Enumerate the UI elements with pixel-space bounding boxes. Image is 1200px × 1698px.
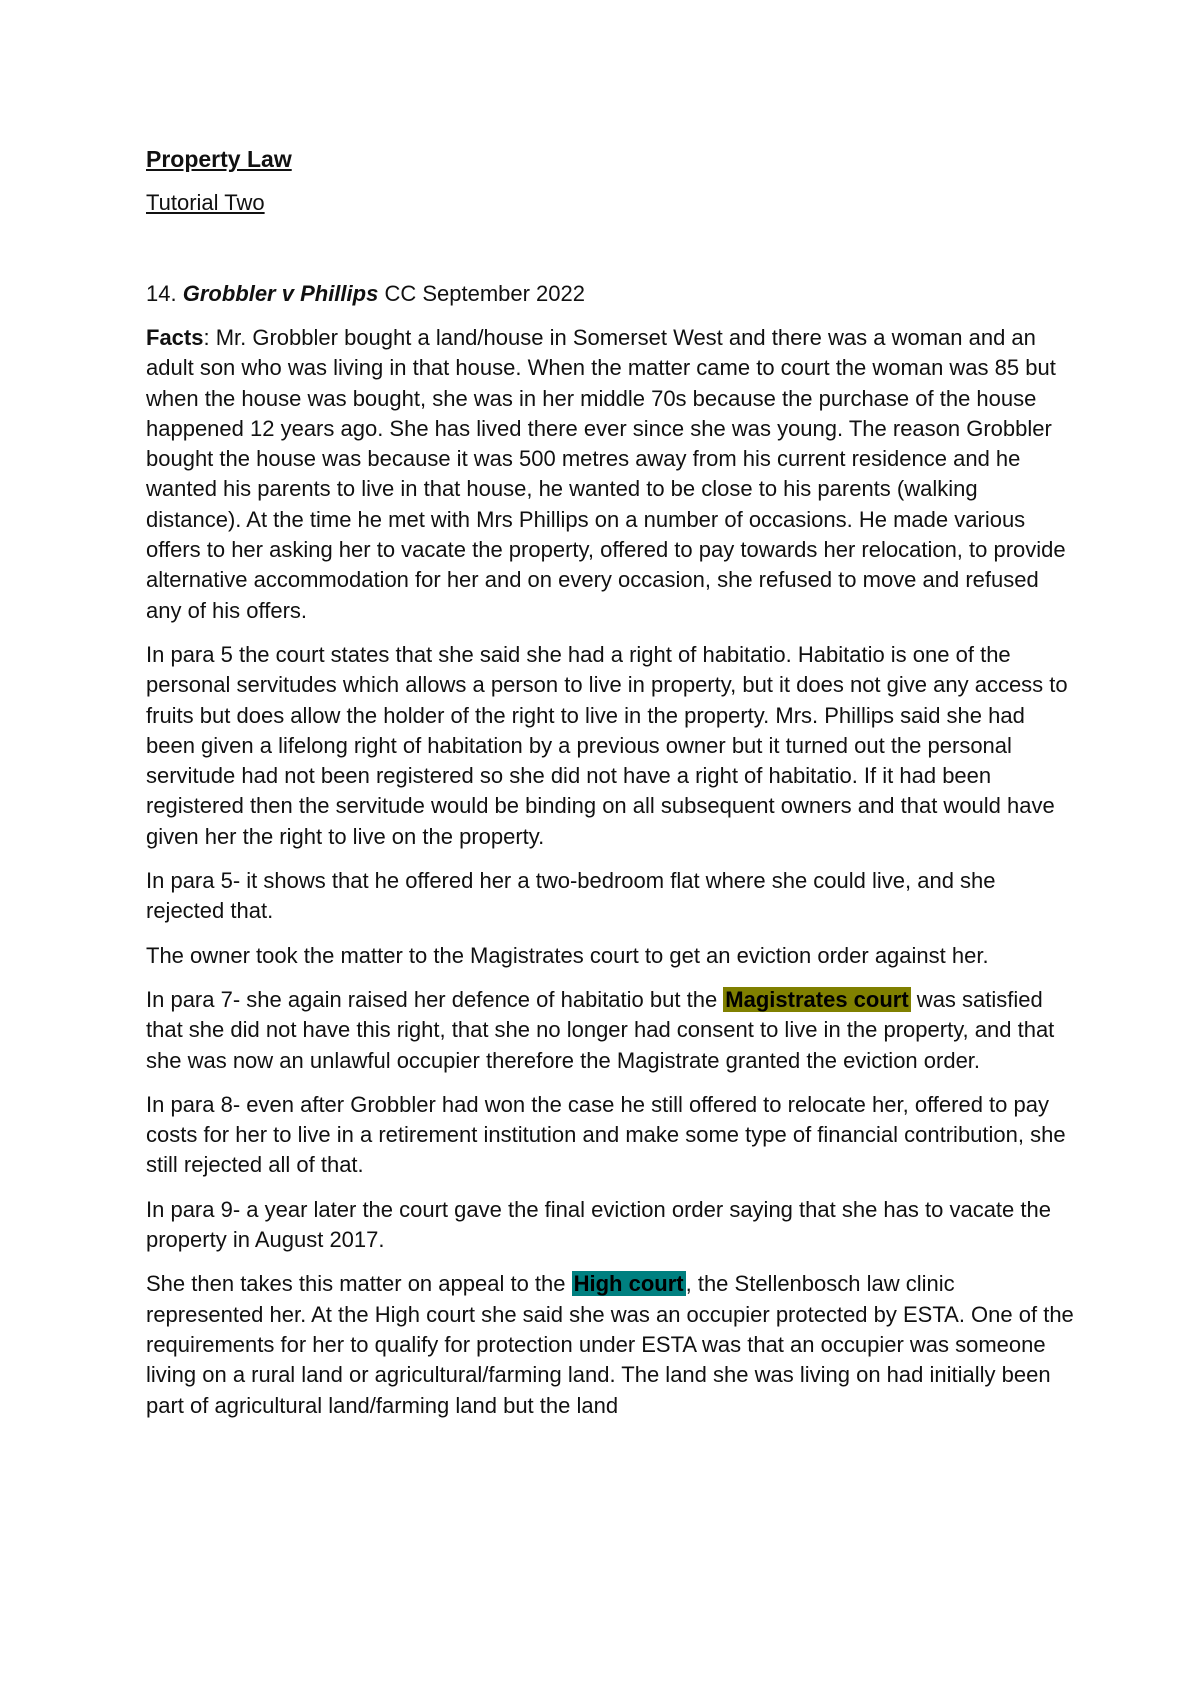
case-court-date: CC September 2022 xyxy=(384,281,585,306)
facts-text: : Mr. Grobbler bought a land/house in Somerset West and there was a woman and an adult son who was living in that house. When the matter came to court the woman was 85 but when the house was bought, she was in her middle 70s because the purchase of the house happened 12 years ago. She has lived there ever since she was young. The reason Grobbler bought the house was because it was 500 metres away from his current residence and he wanted his parents to live in that house, he wanted to be close to his parents (walking distance). At the time he met with Mrs Phillips on a number of occasions. He made various offers to her asking her to vacate the property, offered to pay towards her relocation, to provide alternative accommodation for her and on every occasion, she refused to move and refused any of his offers. xyxy=(146,325,1066,623)
paragraph-para-8: In para 8- even after Grobbler had won the case he still offered to relocate her, offered to pay costs for her to live in a retirement institution and make some type of financial contribution, she still rejected all of that. xyxy=(146,1091,1066,1178)
case-name: Grobbler v Phillips xyxy=(182,281,379,306)
document-subtitle: Tutorial Two xyxy=(146,190,265,215)
case-number: 14. xyxy=(146,281,177,306)
case-heading xyxy=(146,279,1076,309)
paragraph-para-7 xyxy=(146,985,1076,1076)
para-7-text-after: was satisfied that she did not have this right, that she no longer had consent to live in the property, and that she was now an unlawful occupier therefore the Magistrate granted the eviction order. xyxy=(146,986,1055,1073)
paragraph-para-9: In para 9- a year later the court gave the final eviction order saying that she has to vacate the property in August 2017. xyxy=(146,1196,1051,1253)
document-title: Property Law xyxy=(146,146,292,172)
highlight-magistrates-court: Magistrates court xyxy=(725,986,909,1012)
document-page xyxy=(146,143,1076,1421)
facts-paragraph xyxy=(146,323,1076,626)
paragraph-magistrates-matter: The owner took the matter to the Magistrates court to get an eviction order against her. xyxy=(146,942,989,968)
paragraph-flat-offer: In para 5- it shows that he offered her a two-bedroom flat where she could live, and she rejected that. xyxy=(146,868,996,924)
para-7-text-before: In para 7- she again raised her defence of habitatio but the xyxy=(146,986,724,1012)
highlight-high-court: High court xyxy=(573,1271,684,1297)
appeal-text-before: She then takes this matter on appeal to the xyxy=(146,1271,572,1297)
appeal-text-after: , the Stellenbosch law clinic represented her. At the High court she said she was an occupier protected by ESTA. One of the requirements for her to qualify for protection under ESTA was that an occupier was someone living on a rural land or agricultural/farming land. The land she was living on had initially been part of agricultural land/farming land but the land xyxy=(146,1271,1074,1418)
paragraph-habitatio: In para 5 the court states that she said she had a right of habitatio. Habitatio is one of the personal servitudes which allows a person to live in property, but it does not give any access to fruits but does allow the holder of the right to live in the property. Mrs. Phillips said she had been given a lifelong right of habitation by a previous owner but it turned out the personal servitude had not been registered so she did not have a right of habitatio. If it had been registered then the servitude would be binding on all subsequent owners and that would have given her the right to live on the property. xyxy=(146,641,1068,849)
facts-label: Facts xyxy=(146,325,204,350)
paragraph-appeal xyxy=(146,1269,1076,1420)
